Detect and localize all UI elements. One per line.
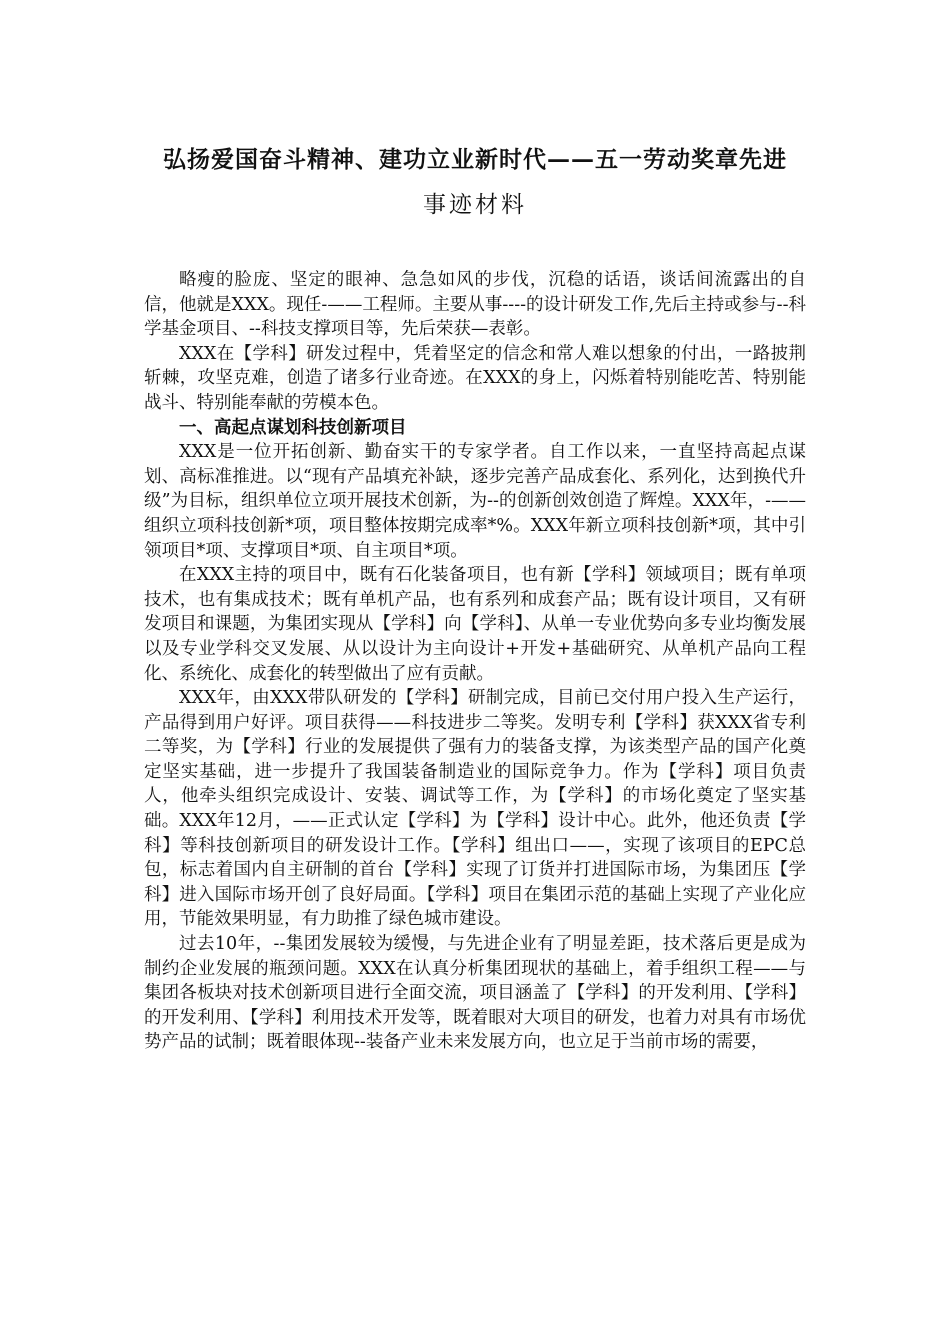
document-title-line-2: 事迹材料: [423, 192, 527, 218]
section-heading-1: 一、高起点谋划科技创新项目: [179, 417, 407, 438]
section-1-paragraph-3: XXX年，由XXX带队研发的【学科】研制完成，目前已交付用户投入生产运行，产品得到用户好评。项目获得——科技进步二等奖。发明专利【学科】获XXX省专利二等奖，为【学科】行业的发展提供了强有力的装备支撑，为该类型产品的国产化奠定坚实基础，进一步提升了我国装备制造业的国际竞争力。作为【学科】项目负责人，他牵头组织完成设计、安装、调试等工作，为【学科】的市场化奠定了坚实基础。XXX年12月，——正式认定【学科】为【学科】设计中心。此外，他还负责【学科】等科技创新项目的研发设计工作。【学科】组出口——，实现了该项目的EPC总包，标志着国内自主研制的首台【学科】实现了订货并打进国际市场，为集团压【学科】进入国际市场开创了良好局面。【学科】项目在集团示范的基础上实现了产业化应用，节能效果明显，有力助推了绿色城市建设。: [144, 688, 806, 930]
document-title-line-1: 弘扬爱国奋斗精神、建功立业新时代——五一劳动奖章先进: [163, 146, 787, 173]
document-body: [144, 268, 806, 1055]
intro-paragraph-2: XXX在【学科】研发过程中，凭着坚定的信念和常人难以想象的付出，一路披荆斩棘，攻坚克难，创造了诸多行业奇迹。在XXX的身上，闪烁着特别能吃苦、特别能战斗、特别能奉献的劳模本色。: [144, 343, 806, 413]
section-1-paragraph-4: 过去10年，--集团发展较为缓慢，与先进企业有了明显差距，技术落后更是成为制约企业发展的瓶颈问题。XXX在认真分析集团现状的基础上，着手组织工程——与集团各板块对技术创新项目进行全面交流，项目涵盖了【学科】的开发利用、【学科】的开发利用、【学科】利用技术开发等，既着眼对大项目的研发，也着力对具有市场优势产品的试制；既着眼体现--装备产业未来发展方向，也立足于当前市场的需要，: [144, 934, 806, 1053]
section-1-paragraph-1: XXX是一位开拓创新、勤奋实干的专家学者。自工作以来，一直坚持高起点谋划、高标准推进。以“现有产品填充补缺，逐步完善产品成套化、系列化，达到换代升级”为目标，组织单位立项开展技术创新，为--的创新创效创造了辉煌。XXX年，-——组织立项科技创新*项，项目整体按期完成率*%。XXX年新立项科技创新*项，其中引领项目*项、支撑项目*项、自主项目*项。: [144, 442, 806, 561]
section-1-paragraph-2: 在XXX主持的项目中，既有石化装备项目，也有新【学科】领域项目；既有单项技术，也有集成技术；既有单机产品，也有系列和成套产品；既有设计项目，又有研发项目和课题，为集团实现从【学科】向【学科】、从单一专业优势向多专业均衡发展以及专业学科交叉发展、从以设计为主向设计+开发+基础研究、从单机产品向工程化、系统化、成套化的转型做出了应有贡献。: [144, 565, 806, 684]
intro-paragraph-1: 略瘦的脸庞、坚定的眼神、急急如风的步伐，沉稳的话语，谈话间流露出的自信，他就是XXX。现任-——工程师。主要从事----的设计研发工作,先后主持或参与--科学基金项目、--科技支撑项目等，先后荣获—表彰。: [144, 270, 806, 340]
